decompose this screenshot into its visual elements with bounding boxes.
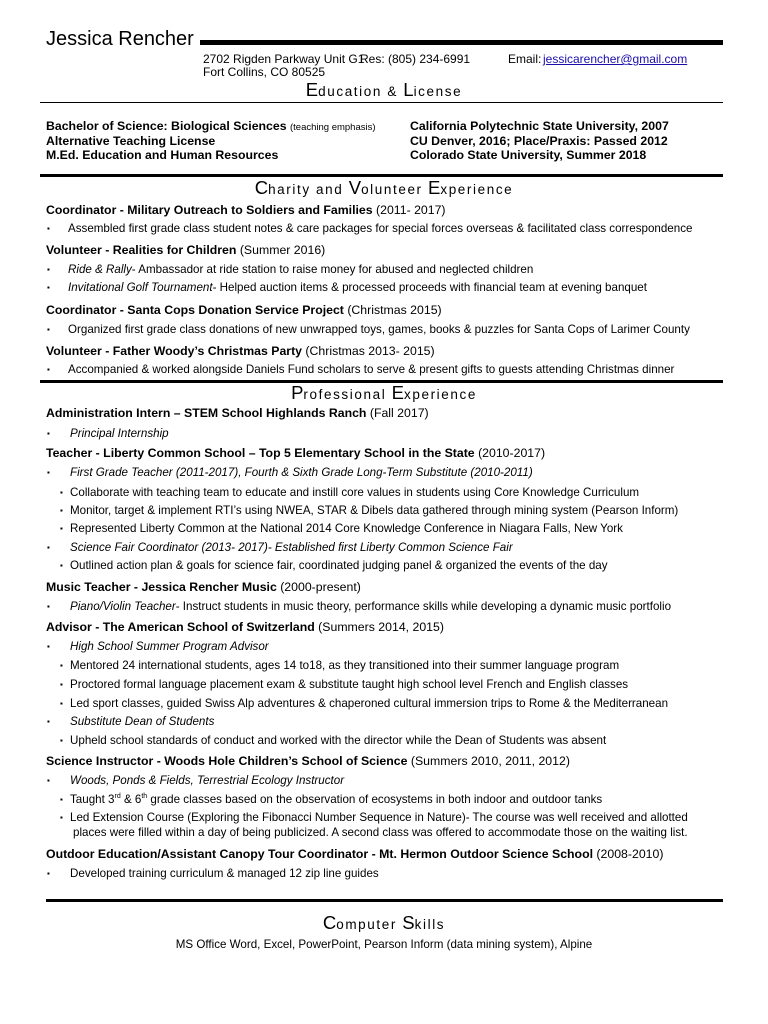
address-line-1: 2702 Rigden Parkway Unit G1 bbox=[203, 52, 365, 66]
bullet-icon: ▪ bbox=[47, 869, 50, 878]
bullet-icon: ▪ bbox=[47, 325, 50, 334]
bullet-icon: ▪ bbox=[47, 717, 50, 726]
sub-list-item: Collaborate with teaching team to educate and instill core values in students using Core Knowledge Curriculum bbox=[70, 486, 640, 499]
bullet-icon: ▪ bbox=[47, 642, 50, 651]
bullet-icon: ▪ bbox=[47, 776, 50, 785]
list-item: Organized first grade class donations of new unwrapped toys, games, books & puzzles for Santa Cops of Larimer County bbox=[68, 323, 690, 336]
bullet-icon: ▪ bbox=[47, 468, 50, 477]
bullet-icon: ▪ bbox=[60, 736, 63, 745]
section-rule bbox=[40, 380, 723, 383]
sub-list-item: Led sport classes, guided Swiss Alp adventures & chaperoned cultural immersion trips to Rome & the Mediterranean bbox=[70, 697, 669, 710]
section-rule bbox=[40, 102, 723, 103]
bullet-icon: ▪ bbox=[47, 265, 50, 274]
charity-entry-heading: Coordinator - Santa Cops Donation Service Project (Christmas 2015) bbox=[46, 303, 442, 317]
experience-heading: Administration Intern – STEM School Highlands Ranch (Fall 2017) bbox=[46, 406, 429, 420]
bullet-icon: ▪ bbox=[60, 524, 63, 533]
degree-3: M.Ed. Education and Human Resources bbox=[46, 148, 279, 162]
sub-list-item: Mentored 24 international students, ages 14 to18, as they transitioned into their summer language program bbox=[70, 659, 620, 672]
list-item: Developed training curriculum & managed 12 zip line guides bbox=[70, 867, 379, 880]
list-item: High School Summer Program Advisor bbox=[70, 640, 269, 653]
charity-entry-heading: Coordinator - Military Outreach to Soldiers and Families (2011- 2017) bbox=[46, 203, 446, 217]
bullet-icon: ▪ bbox=[60, 795, 63, 804]
bullet-icon: ▪ bbox=[60, 661, 63, 670]
email-label: Email: bbox=[508, 52, 542, 66]
list-item: Science Fair Coordinator (2013- 2017)- Established first Liberty Common Science Fair bbox=[70, 541, 513, 554]
bullet-icon: ▪ bbox=[60, 561, 63, 570]
list-item: Woods, Ponds & Fields, Terrestrial Ecology Instructor bbox=[70, 774, 345, 787]
header-rule bbox=[200, 40, 723, 45]
bullet-icon: ▪ bbox=[60, 699, 63, 708]
list-item-continuation: places were filled within a day of being publicized. A second class was offered to accommodate those on the waiting list. bbox=[73, 826, 688, 839]
charity-entry-heading: Volunteer - Father Woody’s Christmas Party (Christmas 2013- 2015) bbox=[46, 344, 435, 358]
list-item: Principal Internship bbox=[70, 427, 169, 440]
bullet-icon: ▪ bbox=[60, 488, 63, 497]
experience-heading: Music Teacher - Jessica Rencher Music (2000-present) bbox=[46, 580, 361, 594]
list-item: Piano/Violin Teacher- Instruct students in music theory, performance skills while developing a dynamic music portfolio bbox=[70, 600, 672, 613]
experience-heading: Teacher - Liberty Common School – Top 5 Elementary School in the State (2010-2017) bbox=[46, 446, 546, 460]
list-item: Ride & Rally- Ambassador at ride station to raise money for abused and neglected children bbox=[68, 263, 534, 276]
bullet-icon: ▪ bbox=[47, 365, 50, 374]
school-1: California Polytechnic State University, 2007 bbox=[410, 119, 669, 133]
education-heading: Education & License bbox=[305, 79, 463, 100]
list-item: Substitute Dean of Students bbox=[70, 715, 215, 728]
sub-list-item: Monitor, target & implement RTI’s using NWEA, STAR & Dibels data gathered through mining system (Pearson Inform) bbox=[70, 504, 679, 517]
professional-heading: Professional Experience bbox=[291, 382, 477, 403]
charity-heading: Charity and Volunteer Experience bbox=[254, 177, 514, 198]
bullet-icon: ▪ bbox=[47, 429, 50, 438]
email-link[interactable]: jessicarencher@gmail.com bbox=[543, 52, 688, 66]
experience-heading: Outdoor Education/Assistant Canopy Tour Coordinator - Mt. Hermon Outdoor Science School (2008-2010) bbox=[46, 847, 664, 861]
bullet-icon: ▪ bbox=[47, 543, 50, 552]
sub-list-item: Taught 3rd & 6th grade classes based on the observation of ecosystems in both indoor and outdoor tanks bbox=[70, 793, 603, 806]
list-item: Assembled first grade class student notes & care packages for special forces overseas & facilitated class correspondence bbox=[68, 222, 693, 235]
computer-heading: Computer Skills bbox=[322, 912, 446, 933]
school-3: Colorado State University, Summer 2018 bbox=[410, 148, 647, 162]
bullet-icon: ▪ bbox=[47, 602, 50, 611]
sub-list-item: Led Extension Course (Exploring the Fibonacci Number Sequence in Nature)- The course was well received and allotted bbox=[70, 811, 688, 824]
list-item: Invitational Golf Tournament- Helped auction items & processed proceeds with financial team at evening banquet bbox=[68, 281, 647, 294]
list-item: First Grade Teacher (2011-2017), Fourth & Sixth Grade Long-Term Substitute (2010-2011) bbox=[70, 466, 533, 479]
experience-heading: Science Instructor - Woods Hole Children’s School of Science (Summers 2010, 2011, 2012) bbox=[46, 754, 570, 768]
bullet-icon: ▪ bbox=[47, 283, 50, 292]
bullet-icon: ▪ bbox=[60, 506, 63, 515]
bullet-icon: ▪ bbox=[60, 680, 63, 689]
sub-list-item: Outlined action plan & goals for science fair, coordinated judging panel & organized the events of the day bbox=[70, 559, 608, 572]
sub-list-item: Upheld school standards of conduct and worked with the director while the Dean of Students was absent bbox=[70, 734, 607, 747]
degree-1: Bachelor of Science: Biological Sciences (teaching emphasis) bbox=[46, 119, 376, 133]
sub-list-item: Proctored formal language placement exam & substitute taught high school level French and English classes bbox=[70, 678, 629, 691]
section-rule bbox=[46, 899, 723, 902]
experience-heading: Advisor - The American School of Switzerland (Summers 2014, 2015) bbox=[46, 620, 444, 634]
list-item: Accompanied & worked alongside Daniels Fund scholars to serve & present gifts to guests attending Christmas dinner bbox=[68, 363, 675, 376]
degree-2: Alternative Teaching License bbox=[46, 133, 216, 148]
bullet-icon: ▪ bbox=[47, 224, 50, 233]
phone: Res: (805) 234-6991 bbox=[360, 52, 471, 66]
sub-list-item: Represented Liberty Common at the National 2014 Core Knowledge Conference in Niagara Falls, New York bbox=[70, 522, 623, 535]
charity-entry-heading: Volunteer - Realities for Children (Summer 2016) bbox=[46, 243, 326, 257]
computer-skills-text: MS Office Word, Excel, PowerPoint, Pearson Inform (data mining system), Alpine bbox=[175, 938, 593, 951]
bullet-icon: ▪ bbox=[60, 813, 63, 822]
school-2: CU Denver, 2016; Place/Praxis: Passed 2012 bbox=[410, 133, 668, 148]
section-rule bbox=[40, 174, 723, 177]
resume-name: Jessica Rencher bbox=[46, 28, 194, 50]
address-line-2: Fort Collins, CO 80525 bbox=[203, 65, 326, 79]
